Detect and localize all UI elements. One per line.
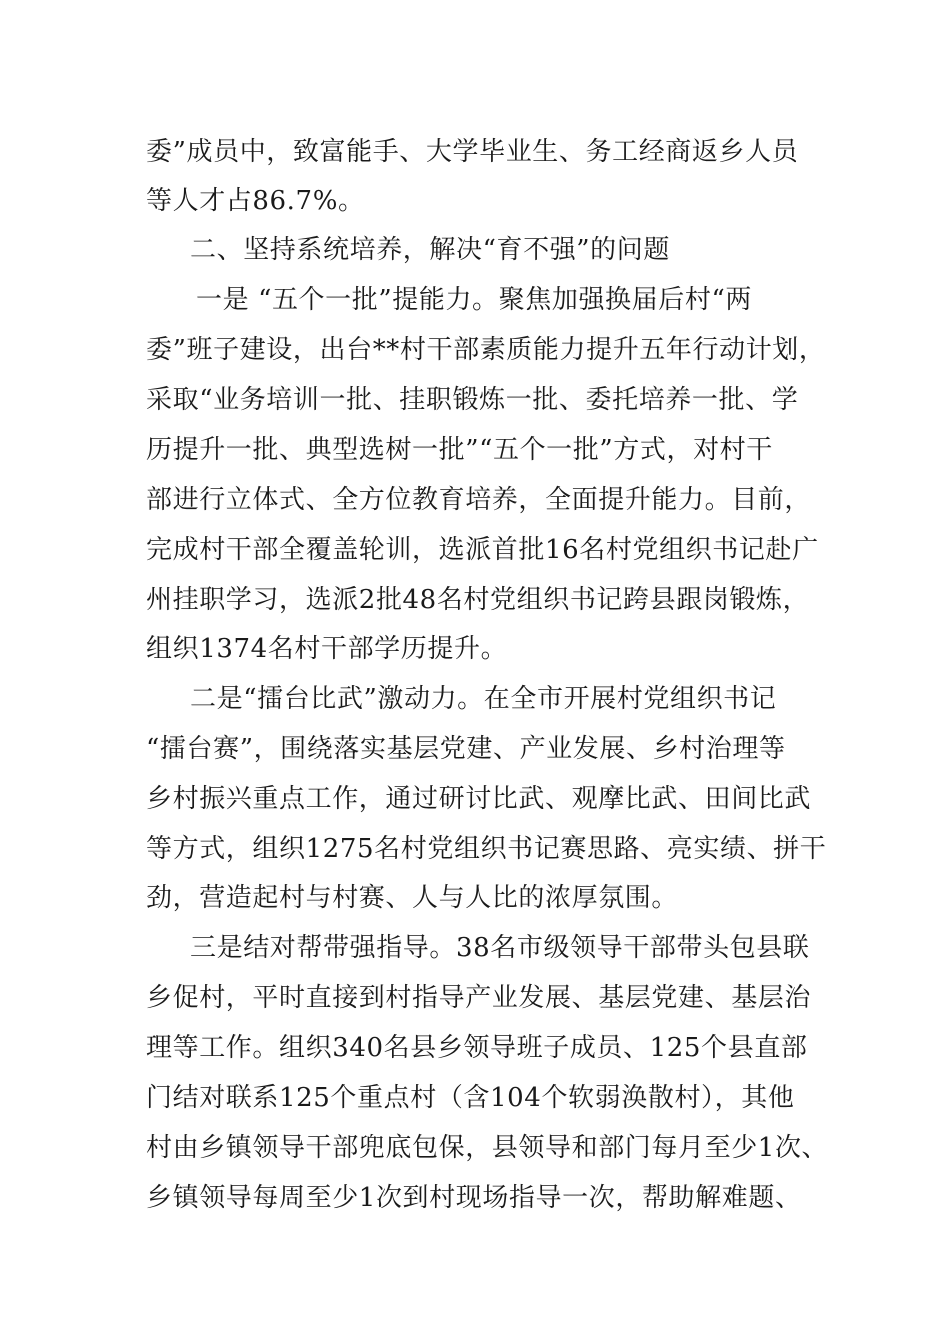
text-line: 等人才占86.7%。 bbox=[146, 186, 365, 216]
text-line: 乡村振兴重点工作，通过研讨比武、观摩比武、田间比武 bbox=[146, 784, 812, 814]
text-line: 州挂职学习，选派2批48名村党组织书记跨县跟岗锻炼， bbox=[146, 585, 810, 615]
text-line: 完成村干部全覆盖轮训，选派首批16名村党组织书记赴广 bbox=[146, 535, 819, 565]
text-line: 二是“擂台比武”激动力。在全市开展村党组织书记 bbox=[190, 684, 777, 714]
text-line: 历提升一批、典型选树一批”“五个一批”方式，对村干 bbox=[146, 435, 773, 465]
text-line: 村由乡镇领导干部兜底包保，县领导和部门每月至少1次、 bbox=[146, 1133, 829, 1163]
text-line: 乡镇领导每周至少1次到村现场指导一次，帮助解难题、 bbox=[146, 1183, 802, 1213]
text-line: 委”班子建设，出台**村干部素质能力提升五年行动计划， bbox=[146, 335, 826, 365]
text-line: “擂台赛”，围绕落实基层党建、产业发展、乡村治理等 bbox=[146, 734, 786, 764]
text-line: 理等工作。组织340名县乡领导班子成员、125个县直部 bbox=[146, 1033, 808, 1063]
text-line: 委”成员中，致富能手、大学毕业生、务工经商返乡人员 bbox=[146, 137, 799, 167]
text-line: 部进行立体式、全方位教育培养，全面提升能力。目前， bbox=[146, 485, 812, 515]
text-line: 三是结对帮带强指导。38名市级领导干部带头包县联 bbox=[190, 933, 810, 963]
text-line: 采取“业务培训一批、挂职锻炼一批、委托培养一批、学 bbox=[146, 385, 799, 415]
text-line: 劲，营造起村与村赛、人与人比的浓厚氛围。 bbox=[146, 883, 679, 913]
text-line: 组织1374名村干部学历提升。 bbox=[146, 634, 508, 664]
text-line: 等方式，组织1275名村党组织书记赛思路、亮实绩、拼干 bbox=[146, 834, 827, 864]
text-line: 一是 “五个一批”提能力。聚焦加强换届后村“两 bbox=[196, 285, 752, 315]
section-heading: 二、坚持系统培养，解决“育不强”的问题 bbox=[190, 235, 670, 265]
text-line: 乡促村，平时直接到村指导产业发展、基层党建、基层治 bbox=[146, 983, 812, 1013]
text-line: 门结对联系125个重点村（含104个软弱涣散村），其他 bbox=[146, 1083, 795, 1113]
